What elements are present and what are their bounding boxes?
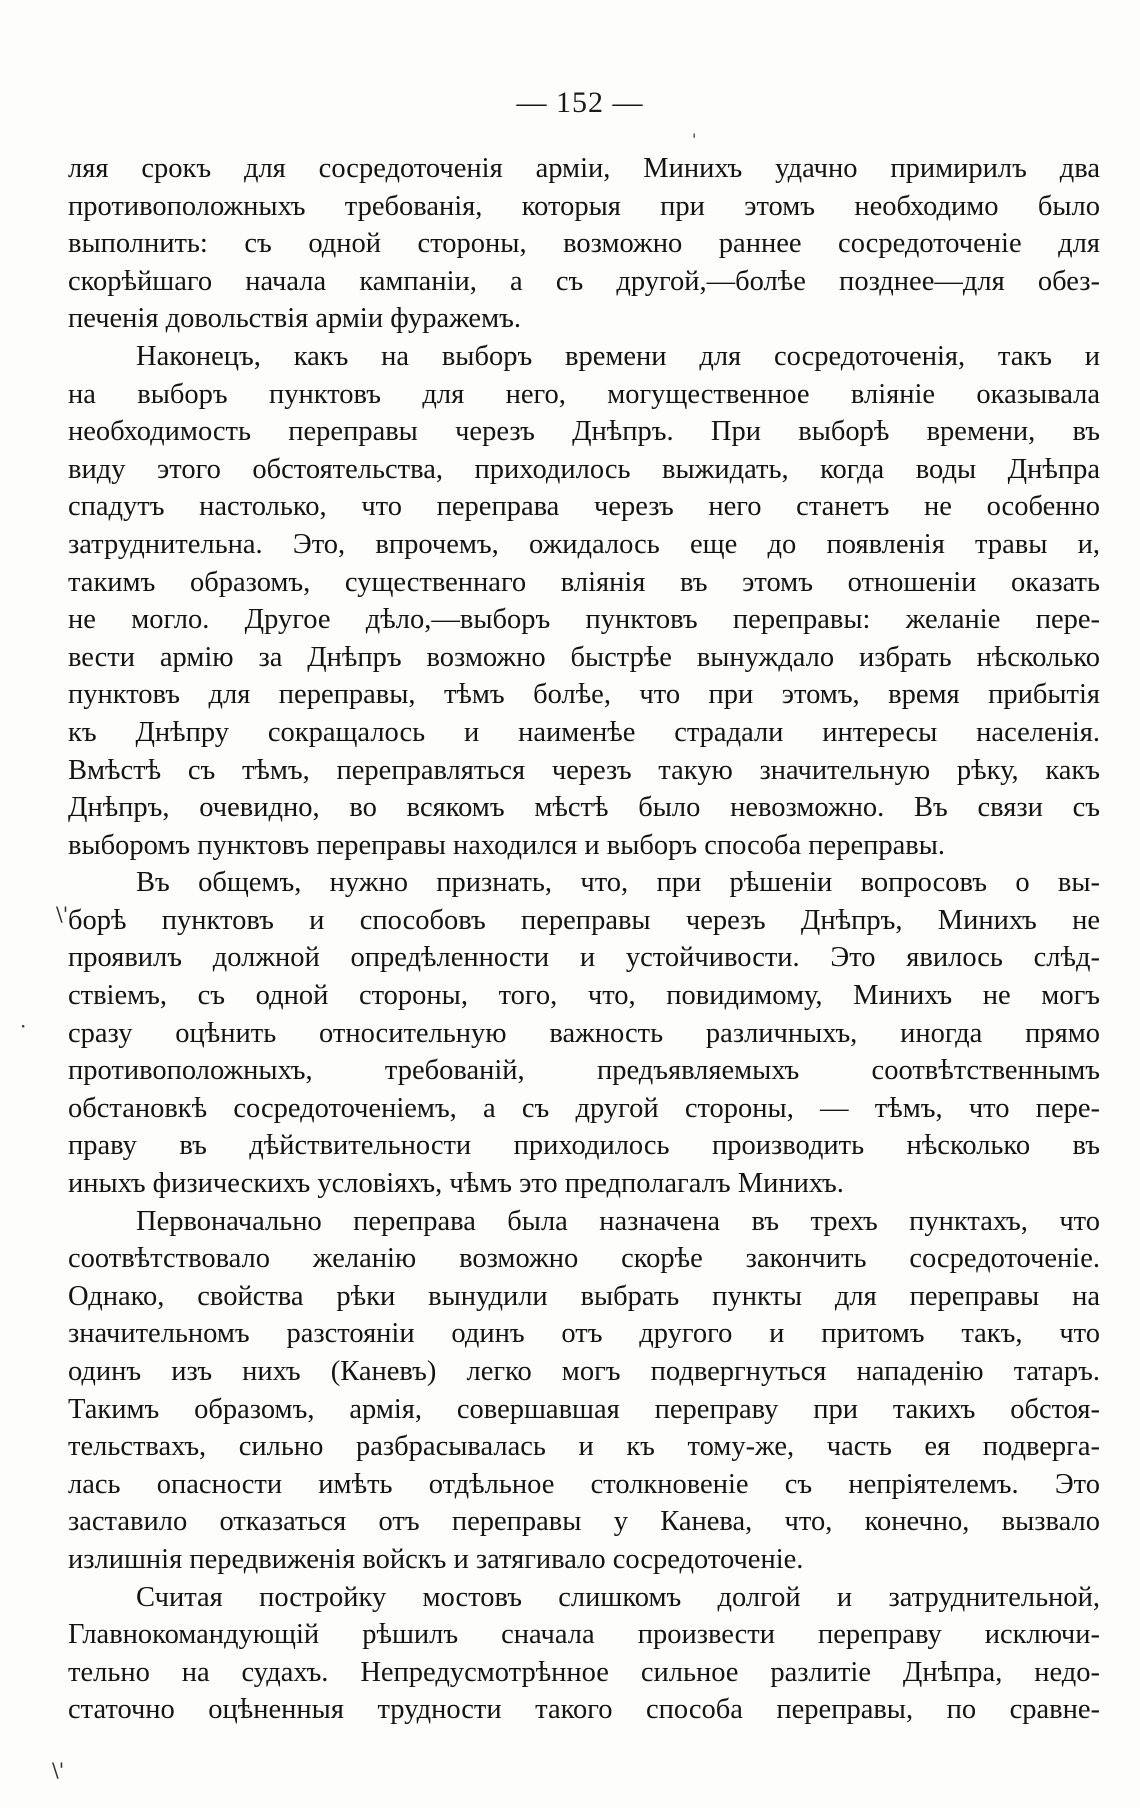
text-line: Главнокомандующій рѣшилъ сначала произвести переправу исключи- (68, 1619, 1100, 1651)
text-line: обстановкѣ сосредоточеніемъ, а съ другой стороны, — тѣмъ, что пере- (68, 1092, 1100, 1124)
text-line: Вмѣстѣ съ тѣмъ, переправляться черезъ такую значительную рѣку, какъ (68, 754, 1100, 786)
text-line: Наконецъ, какъ на выборъ времени для сосредоточенія, такъ и (136, 340, 1100, 372)
text-line: выполнить: съ одной стороны, возможно раннее сосредоточеніе для (68, 228, 1100, 260)
margin-mark: \' (52, 1758, 65, 1782)
text-line: статочно оцѣненныя трудности такого способа переправы, по сравне- (68, 1694, 1100, 1726)
text-line: Считая постройку мостовъ слишкомъ долгой и затруднительной, (136, 1581, 1100, 1613)
text-line: тельно на судахъ. Непредусмотрѣнное сильное разлитіе Днѣпра, недо- (68, 1656, 1100, 1688)
margin-mark: ' (692, 130, 697, 149)
text-line: лась опасности имѣть отдѣльное столкновеніе съ непріятелемъ. Это (68, 1468, 1100, 1500)
text-line: борѣ пунктовъ и способовъ переправы черезъ Днѣпръ, Минихъ не (68, 904, 1100, 936)
text-line: проявилъ должной опредѣленности и устойчивости. Это явилось слѣд- (68, 942, 1100, 974)
text-line: тельствахъ, сильно разбрасывалась и къ тому-же, часть ея подверга- (68, 1431, 1100, 1463)
text-line: излишнія передвиженія войскъ и затягивало сосредоточеніе. (68, 1543, 804, 1575)
text-line: пунктовъ для переправы, тѣмъ болѣе, что при этомъ, время прибытія (68, 679, 1100, 711)
text-line: одинъ изъ нихъ (Каневъ) легко могъ подвергнуться нападенію татаръ. (68, 1356, 1100, 1387)
text-line: вести армію за Днѣпръ возможно быстрѣе вынуждало избрать нѣсколько (68, 641, 1100, 673)
text-line: виду этого обстоятельства, приходилось выжидать, когда воды Днѣпра (68, 453, 1100, 485)
text-line: затруднительна. Это, впрочемъ, ожидалось еще до появленія травы и, (68, 528, 1100, 560)
text-line: праву въ дѣйствительности приходилось производить нѣсколько въ (68, 1130, 1100, 1162)
text-line: Днѣпръ, очевидно, во всякомъ мѣстѣ было невозможно. Въ связи съ (68, 792, 1100, 824)
text-line: противоположныхъ требованія, которыя при этомъ необходимо было (68, 190, 1100, 222)
text-line: ляя срокъ для сосредоточенія арміи, Минихъ удачно примирилъ два (68, 153, 1100, 184)
page-number: — 152 — (516, 86, 644, 119)
text-line: противоположныхъ, требованій, предъявляемыхъ соотвѣтственнымъ (68, 1055, 1100, 1087)
text-line: ствіемъ, съ одной стороны, того, что, повидимому, Минихъ не могъ (68, 980, 1100, 1012)
margin-mark: · (20, 1014, 27, 1038)
text-line: Однако, свойства рѣки вынудили выбрать пункты для переправы на (68, 1280, 1100, 1312)
text-line: необходимость переправы черезъ Днѣпръ. При выборѣ времени, въ (68, 416, 1100, 448)
text-line: иныхъ физическихъ условіяхъ, чѣмъ это предполагалъ Минихъ. (68, 1168, 844, 1200)
paragraph (68, 864, 1100, 1202)
text-line: такимъ образомъ, существеннаго вліянія въ этомъ отношеніи оказать (68, 566, 1100, 598)
text-line: выборомъ пунктовъ переправы находился и выборъ способа переправы. (68, 829, 945, 861)
margin-mark: \' (56, 902, 69, 926)
text-line: сразу оцѣнить относительную важность различныхъ, иногда прямо (68, 1017, 1100, 1049)
text-line: скорѣйшаго начала кампаніи, а съ другой,—болѣе позднее—для обез- (68, 265, 1100, 297)
text-line: Въ общемъ, нужно признать, что, при рѣшеніи вопросовъ о вы- (136, 867, 1100, 899)
text-line: соотвѣтствовало желанію возможно скорѣе закончить сосредоточеніе. (68, 1243, 1100, 1275)
paragraph (68, 1203, 1100, 1579)
paragraph (68, 338, 1100, 864)
text-line: спадутъ настолько, что переправа черезъ него станетъ не особенно (68, 491, 1100, 523)
text-line: Такимъ образомъ, армія, совершавшая переправу при такихъ обстоя- (68, 1393, 1100, 1425)
text-line: печенія довольствія арміи фуражемъ. (68, 303, 521, 335)
text-line: на выборъ пунктовъ для него, могущественное вліяніе оказывала (68, 378, 1100, 410)
text-line: Первоначально переправа была назначена въ трехъ пунктахъ, что (136, 1205, 1100, 1237)
text-line: заставило отказаться отъ переправы у Канева, что, конечно, вызвало (68, 1506, 1100, 1538)
text-line: не могло. Другое дѣло,—выборъ пунктовъ переправы: желаніе пере- (68, 604, 1100, 636)
text-line: къ Днѣпру сокращалось и наименѣе страдали интересы населенія. (68, 716, 1100, 748)
paragraph (68, 150, 1100, 338)
body-text (68, 150, 1100, 1729)
text-line: значительномъ разстояніи одинъ отъ другого и притомъ такъ, что (68, 1318, 1100, 1350)
paragraph (68, 1579, 1100, 1729)
